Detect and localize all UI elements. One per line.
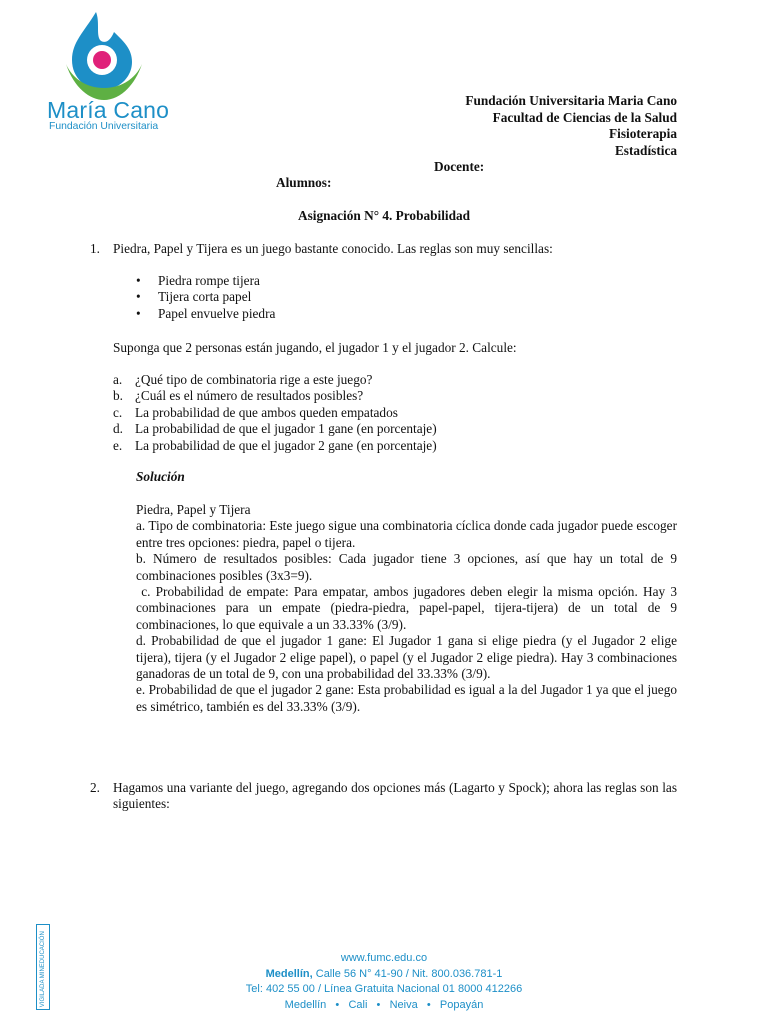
sub-item-text: ¿Qué tipo de combinatoria rige a este juego?	[135, 372, 373, 387]
rule-item: • Papel envuelve piedra	[136, 306, 275, 322]
docente-label: Docente:	[434, 159, 485, 174]
solution-paragraph: b. Número de resultados posibles: Cada jugador tiene 3 opciones, así que hay un total de 9 combinaciones posibles (3x3=9).	[136, 551, 677, 583]
rules-list	[136, 273, 275, 322]
brand-name: María Cano	[47, 97, 170, 123]
question-2-number: 2.	[90, 780, 100, 795]
alumnos-label: Alumnos:	[276, 175, 332, 190]
footer-website[interactable]: www.fumc.edu.co	[340, 952, 428, 964]
rule-item: • Tijera corta papel	[136, 289, 275, 305]
header-line-course: Estadística	[614, 142, 677, 158]
assignment-title: Asignación N° 4. Probabilidad	[297, 208, 471, 223]
sub-item	[113, 438, 437, 454]
solution-body	[136, 502, 681, 715]
sub-item-text: La probabilidad de que ambos queden empatados	[135, 404, 398, 420]
logo-pink-dot	[93, 51, 111, 69]
sub-item	[113, 421, 437, 437]
sub-item-letter: c.	[113, 404, 123, 420]
solution-heading: Solución	[136, 469, 185, 484]
sub-item-text: ¿Cuál es el número de resultados posibles?	[135, 388, 364, 404]
footer-address-text: Calle 56 N° 41-90 / Nit. 800.036.781-1	[312, 967, 503, 980]
sub-item-text: La probabilidad de que el jugador 2 gane (en porcentaje)	[135, 437, 437, 453]
sub-item-letter: a.	[113, 372, 123, 387]
solution-paragraph: a. Tipo de combinatoria: Este juego sigue una combinatoria cíclica donde cada jugador puede escoger entre tres opciones: piedra, papel o tijera.	[136, 518, 677, 550]
footer-phone: Tel: 402 55 00 / Línea Gratuita Nacional 01 8000 412266	[245, 983, 523, 995]
sub-item	[113, 405, 437, 421]
sub-item-letter: d.	[113, 421, 123, 437]
sub-item-letter: b.	[113, 388, 123, 404]
footer-city: Medellín,	[265, 967, 313, 980]
question-1-text: Piedra, Papel y Tijera es un juego bastante conocido. Las reglas son muy sencillas:	[113, 241, 553, 256]
page-footer	[0, 951, 768, 1013]
header-line-program: Fisioterapia	[609, 126, 677, 142]
sub-item-letter: e.	[113, 437, 123, 453]
sub-item	[113, 388, 437, 404]
institution-header	[465, 93, 677, 159]
sub-item	[113, 372, 437, 388]
footer-cities: Medellín • Cali • Neiva • Popayán	[284, 998, 484, 1011]
brand-subtitle: Fundación Universitaria	[49, 121, 159, 132]
header-line-university: Fundación Universitaria Maria Cano	[465, 93, 677, 108]
question-1-prompt: Suponga que 2 personas están jugando, el jugador 1 y el jugador 2. Calcule:	[113, 340, 517, 355]
header-line-faculty: Facultad de Ciencias de la Salud	[492, 109, 677, 125]
footer-address	[0, 967, 768, 983]
solution-paragraph: Piedra, Papel y Tijera	[136, 502, 251, 517]
solution-paragraph: c. Probabilidad de empate: Para empatar, ambos jugadores deben elegir la misma opción. Hay 3 combinaciones para un empate (piedra-piedra, papel-papel, tijera-tijera) de un total de 9 combinaciones, lo que equivale a un 33.33% (3/9).	[136, 584, 681, 632]
solution-paragraph: e. Probabilidad de que el jugador 2 gane: Esta probabilidad es igual a la del Jugador 1 ya que el juego es simétrico, también es del 33.33% (3/9).	[136, 682, 677, 714]
question-1-number: 1.	[90, 241, 100, 256]
question-1-items	[113, 372, 437, 454]
solution-paragraph: d. Probabilidad de que el jugador 1 gane: El Jugador 1 gana si elige piedra (y el Jugador 2 elige tijera), tijera (y el Jugador 2 elige papel), o papel (y el Jugador 2 elige piedra). Hay 3 combinaciones ganadoras de un total de 9, con una probabilidad del 33.33% (3/9).	[136, 633, 677, 682]
rule-item: • Piedra rompe tijera	[136, 273, 275, 289]
sub-item-text: La probabilidad de que el jugador 1 gane (en porcentaje)	[135, 421, 437, 437]
mineducacion-label: VIGILADA MINEDUCACIÓN	[39, 931, 46, 1008]
question-2-text: Hagamos una variante del juego, agregando dos opciones más (Lagarto y Spock); ahora las reglas son las siguientes:	[113, 780, 677, 812]
